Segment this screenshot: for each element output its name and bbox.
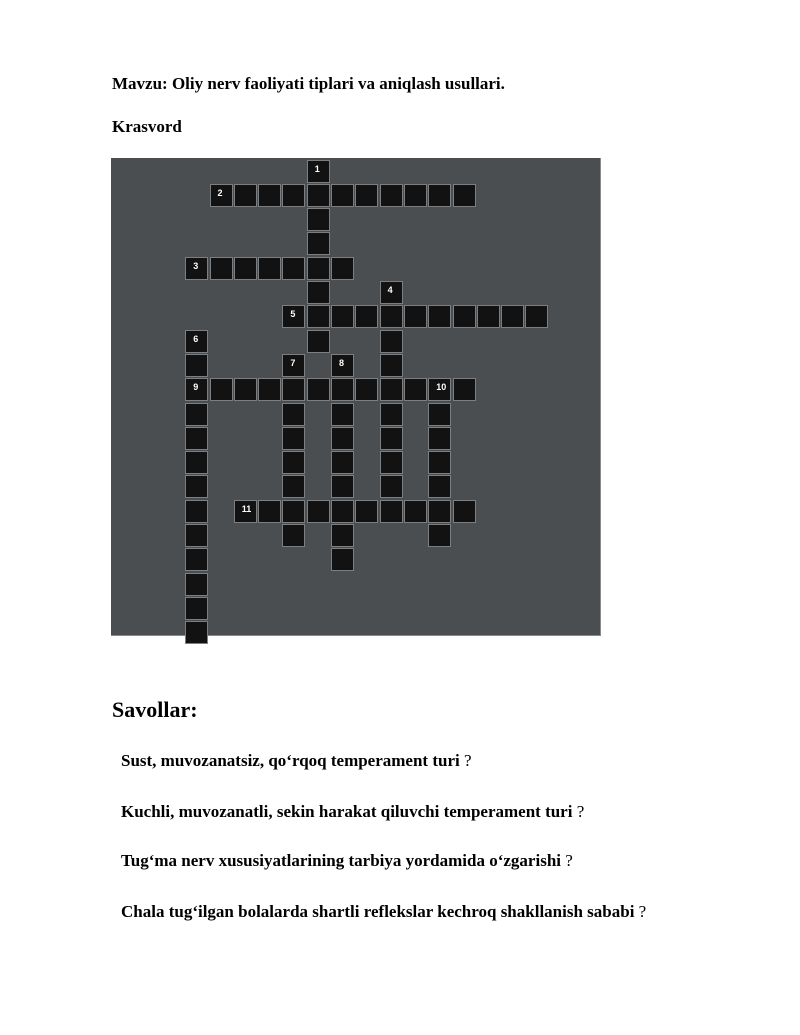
crossword-cell[interactable] — [331, 451, 354, 474]
crossword-cell[interactable] — [428, 184, 451, 207]
crossword-cell[interactable] — [234, 378, 257, 401]
crossword-cell[interactable] — [380, 184, 403, 207]
question-4: Chala tug‘ilgan bolalarda shartli reflekslar kechroq shakllanish sababi ? — [121, 902, 647, 921]
crossword-cell[interactable] — [428, 451, 451, 474]
crossword-cell[interactable] — [380, 378, 403, 401]
crossword-cell[interactable] — [428, 305, 451, 328]
crossword-cell[interactable] — [258, 500, 281, 523]
clue-number: 6 — [193, 333, 199, 344]
crossword-cell[interactable] — [428, 427, 451, 450]
crossword-cell[interactable] — [428, 500, 451, 523]
crossword-cell[interactable] — [380, 403, 403, 426]
crossword-cell[interactable] — [185, 354, 208, 377]
questions-heading: Savollar: — [112, 697, 198, 722]
crossword-cell[interactable] — [185, 548, 208, 571]
crossword-cell[interactable] — [428, 378, 451, 401]
crossword-cell[interactable] — [307, 184, 330, 207]
clue-number: 1 — [314, 163, 320, 174]
clue-number: 5 — [290, 309, 296, 320]
crossword-cell[interactable] — [282, 184, 305, 207]
crossword-cell[interactable] — [282, 475, 305, 498]
crossword-cell[interactable] — [307, 232, 330, 255]
crossword-cell[interactable] — [307, 305, 330, 328]
crossword-cell[interactable] — [380, 305, 403, 328]
crossword-cell[interactable] — [210, 184, 233, 207]
crossword-cell[interactable] — [185, 621, 208, 644]
crossword-cell[interactable] — [404, 184, 427, 207]
clue-number: 10 — [436, 382, 447, 393]
clue-number: 3 — [193, 260, 199, 271]
crossword-cell[interactable] — [307, 160, 330, 183]
crossword-cell[interactable] — [331, 378, 354, 401]
crossword-cell[interactable] — [501, 305, 524, 328]
crossword-cell[interactable] — [185, 403, 208, 426]
crossword-cell[interactable] — [331, 184, 354, 207]
crossword-cell[interactable] — [307, 378, 330, 401]
crossword-cell[interactable] — [331, 305, 354, 328]
crossword-cell[interactable] — [331, 548, 354, 571]
crossword-cell[interactable] — [404, 305, 427, 328]
crossword-cell[interactable] — [355, 184, 378, 207]
crossword-cell[interactable] — [185, 573, 208, 596]
crossword-cell[interactable] — [380, 330, 403, 353]
crossword-cell[interactable] — [185, 597, 208, 620]
crossword-cell[interactable] — [331, 475, 354, 498]
crossword-cell[interactable] — [380, 427, 403, 450]
crossword-cell[interactable] — [453, 305, 476, 328]
crossword-cell[interactable] — [428, 524, 451, 547]
clue-number: 11 — [241, 503, 252, 514]
section-subtitle: Krasvord — [112, 117, 182, 136]
crossword-cell[interactable] — [282, 403, 305, 426]
crossword-cell[interactable] — [380, 500, 403, 523]
crossword-cell[interactable] — [258, 184, 281, 207]
question-1: Sust, muvozanatsiz, qo‘rqoq temperament turi ? — [121, 751, 472, 770]
crossword-cell[interactable] — [380, 451, 403, 474]
crossword-cell[interactable] — [185, 500, 208, 523]
crossword-cell[interactable] — [282, 354, 305, 377]
crossword-cell[interactable] — [477, 305, 500, 328]
crossword-cell[interactable] — [380, 354, 403, 377]
crossword-cell[interactable] — [380, 475, 403, 498]
crossword-cell[interactable] — [331, 257, 354, 280]
crossword-cell[interactable] — [404, 378, 427, 401]
crossword-cell[interactable] — [307, 281, 330, 304]
crossword-cell[interactable] — [282, 257, 305, 280]
clue-number: 9 — [193, 382, 199, 393]
crossword-cell[interactable] — [331, 500, 354, 523]
crossword-cell[interactable] — [185, 524, 208, 547]
crossword-cell[interactable] — [282, 500, 305, 523]
crossword-cell[interactable] — [331, 403, 354, 426]
crossword-cell[interactable] — [428, 403, 451, 426]
crossword-cell[interactable] — [282, 524, 305, 547]
crossword-cell[interactable] — [234, 184, 257, 207]
crossword-cell[interactable] — [282, 451, 305, 474]
crossword-cell[interactable] — [234, 257, 257, 280]
clue-number: 2 — [217, 187, 223, 198]
crossword-grid — [111, 158, 601, 636]
crossword-cell[interactable] — [185, 475, 208, 498]
crossword-cell[interactable] — [355, 378, 378, 401]
document-title: Mavzu: Oliy nerv faoliyati tiplari va aniqlash usullari. — [112, 74, 505, 93]
crossword-cell[interactable] — [185, 330, 208, 353]
crossword-cell[interactable] — [355, 500, 378, 523]
crossword-cell[interactable] — [234, 500, 257, 523]
crossword-cell[interactable] — [185, 378, 208, 401]
crossword-cell[interactable] — [210, 257, 233, 280]
crossword-cell[interactable] — [307, 330, 330, 353]
crossword-cell[interactable] — [185, 257, 208, 280]
crossword-cell[interactable] — [525, 305, 548, 328]
crossword-cell[interactable] — [331, 354, 354, 377]
crossword-cell[interactable] — [258, 378, 281, 401]
crossword-cell[interactable] — [404, 500, 427, 523]
crossword-cell[interactable] — [185, 451, 208, 474]
crossword-cell[interactable] — [453, 500, 476, 523]
crossword-cell[interactable] — [380, 281, 403, 304]
crossword-cell[interactable] — [331, 427, 354, 450]
crossword-cell[interactable] — [307, 500, 330, 523]
crossword-cell[interactable] — [453, 184, 476, 207]
crossword-cell[interactable] — [185, 427, 208, 450]
clue-number: 4 — [387, 285, 393, 295]
crossword-cell[interactable] — [453, 378, 476, 401]
crossword-cell[interactable] — [282, 427, 305, 450]
question-2: Kuchli, muvozanatli, sekin harakat qiluvchi temperament turi ? — [121, 802, 585, 821]
crossword-cell[interactable] — [258, 257, 281, 280]
crossword-cell[interactable] — [282, 378, 305, 401]
crossword-cell[interactable] — [331, 524, 354, 547]
question-3: Tug‘ma nerv xususiyatlarining tarbiya yordamida o‘zgarishi ? — [121, 851, 573, 870]
clue-number: 8 — [339, 357, 345, 368]
crossword-cell[interactable] — [428, 475, 451, 498]
crossword-cell[interactable] — [307, 257, 330, 280]
crossword-cell[interactable] — [210, 378, 233, 401]
clue-number: 7 — [290, 357, 296, 368]
crossword-cell[interactable] — [355, 305, 378, 328]
crossword-cell[interactable] — [307, 208, 330, 231]
crossword-cell[interactable] — [282, 305, 305, 328]
